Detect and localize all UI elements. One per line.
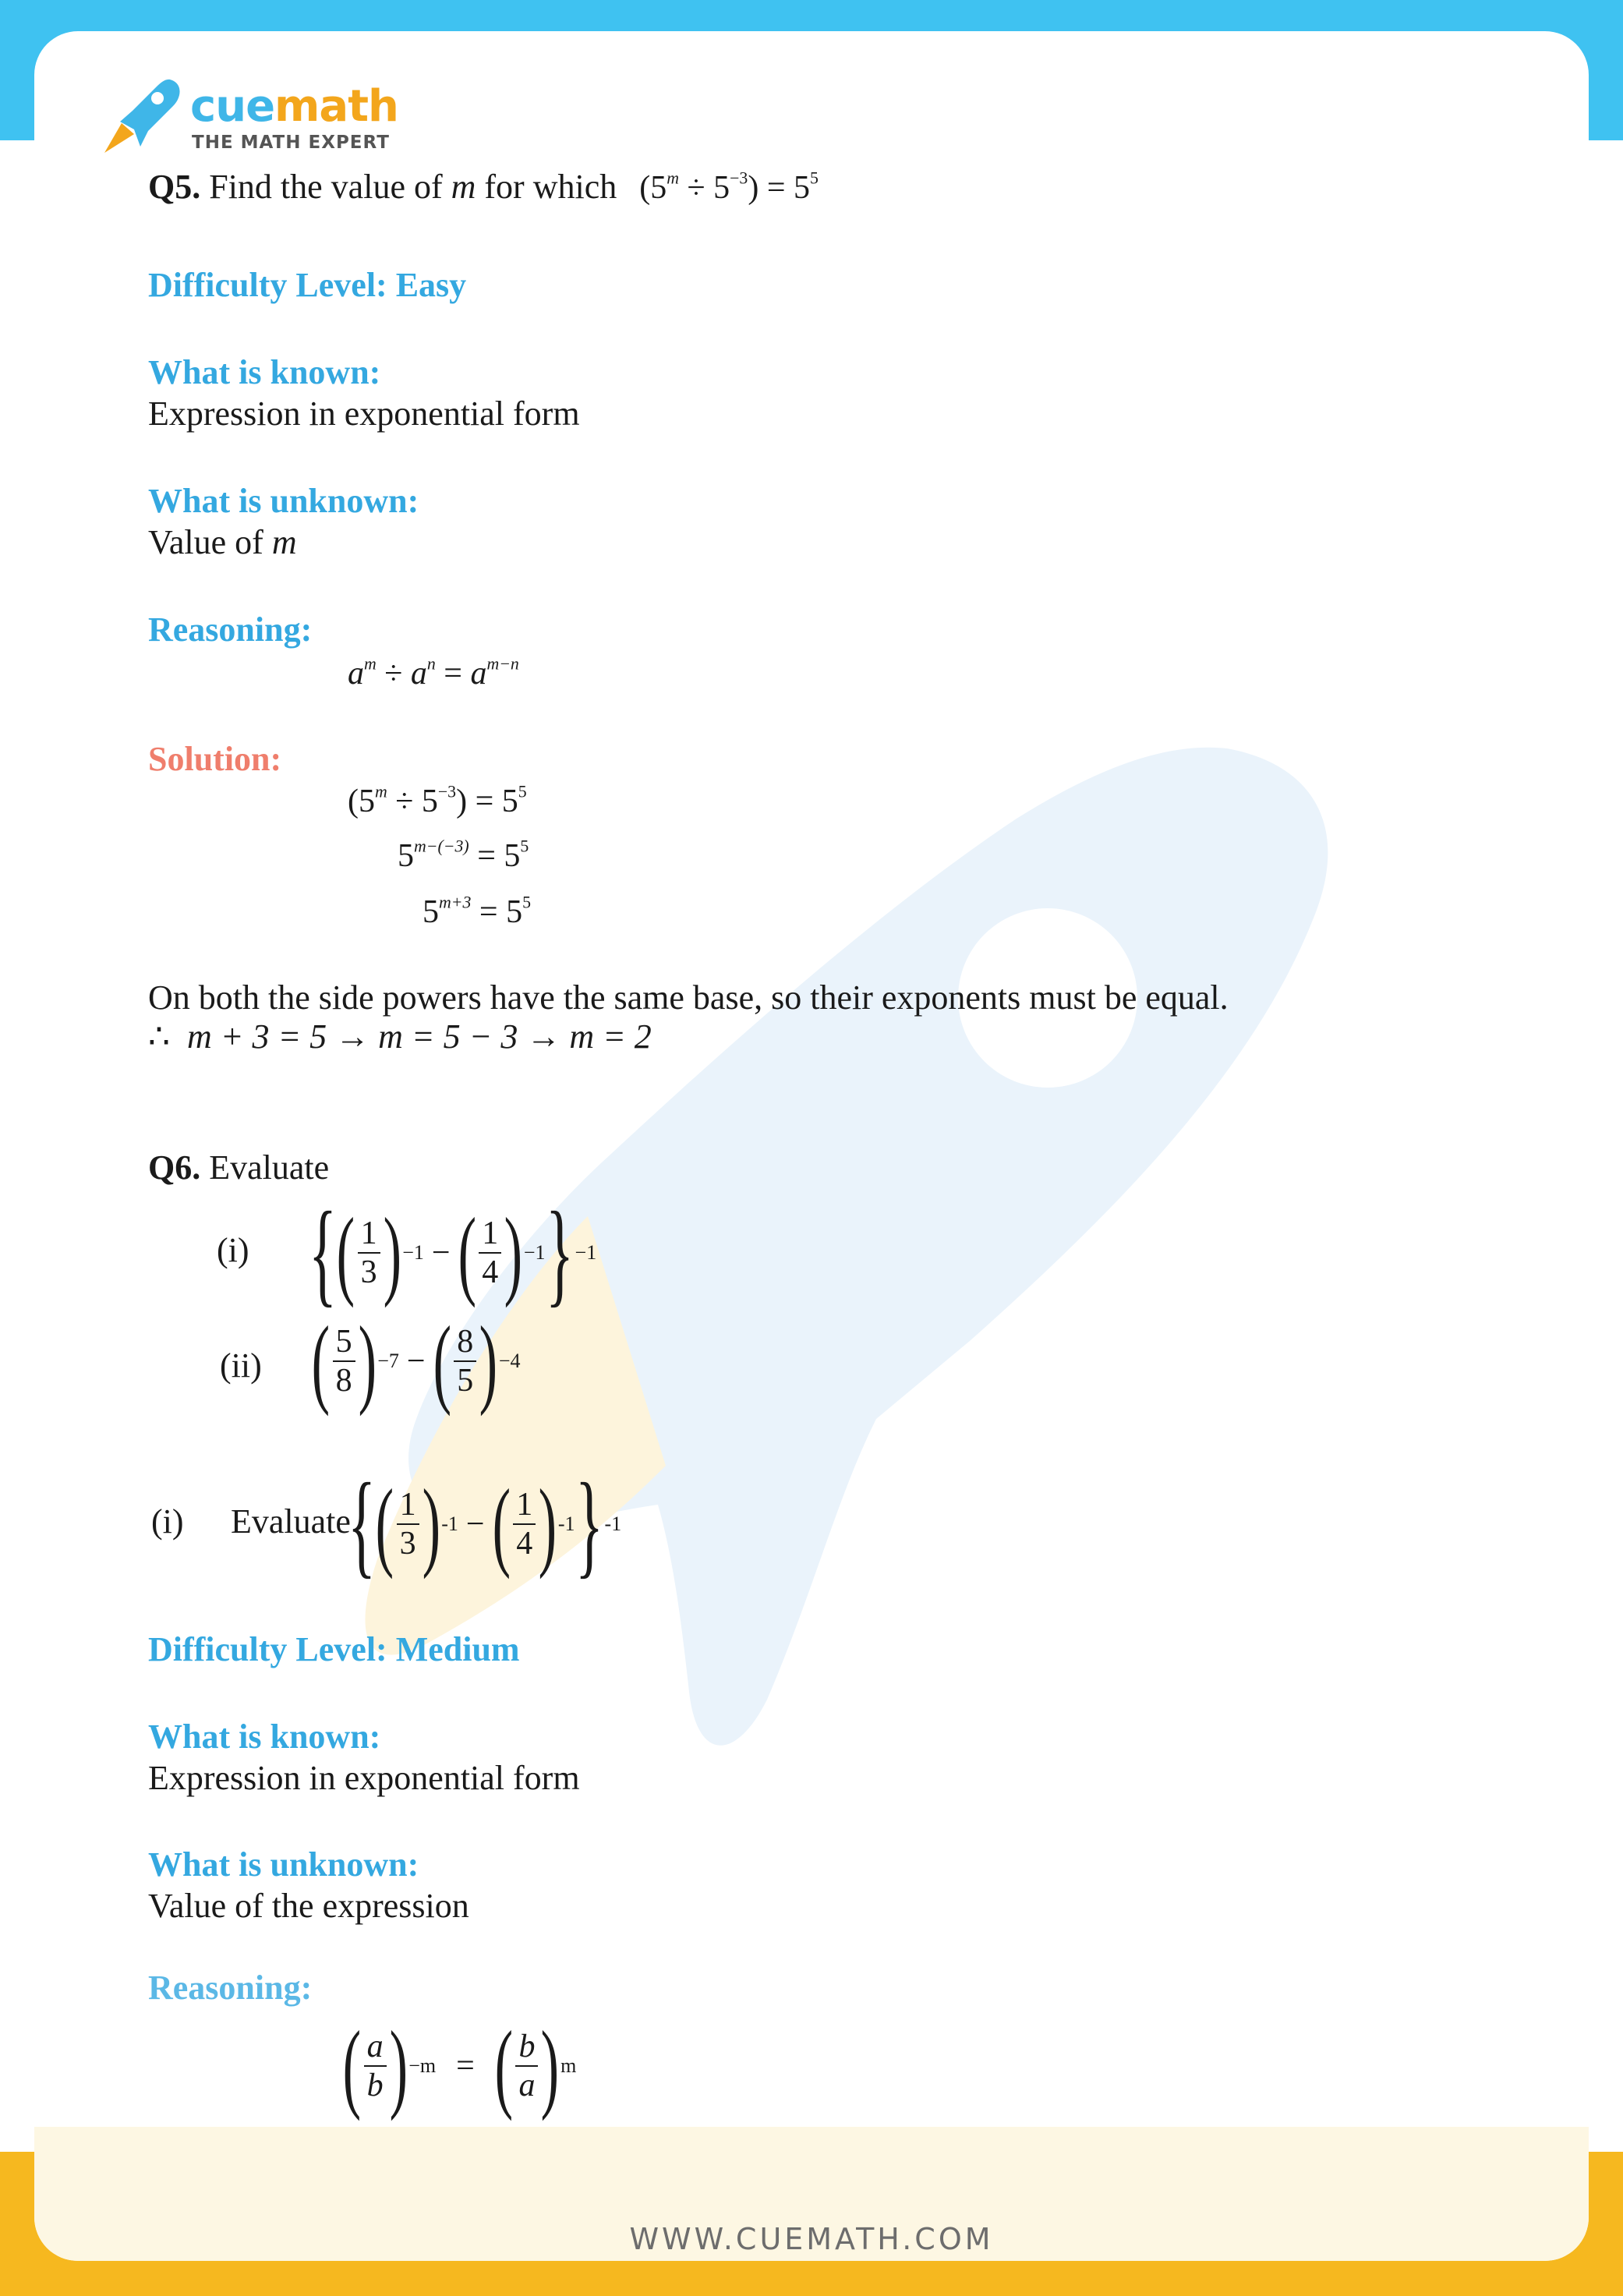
q5-known-heading: What is known: — [148, 353, 381, 391]
q5-solution-heading: Solution: — [148, 740, 282, 778]
q6-difficulty: Difficulty Level: Medium — [148, 1630, 520, 1668]
q5-known-text: Expression in exponential form — [148, 394, 580, 433]
q6-part-ii-expression: ( $\frac{5}{8}$ ) −7 − ( $\frac{8}{5}$ ) −4 — [311, 1306, 521, 1417]
q6-reasoning-formula: ( $\frac{a}{b}$ ) −m = ( $\frac{b}{a}$ ) m — [342, 2011, 577, 2121]
q5-solution-step-1: $(5^m \div 5^{-3}) = 5^5$ — [348, 782, 527, 819]
q5-conclusion: ∴ m + 3 = 5 → m = 5 − 3 → m = 2 — [148, 1017, 652, 1056]
q6-known-heading: What is known: — [148, 1718, 381, 1756]
footer-url[interactable]: WWW.CUEMATH.COM — [629, 2222, 994, 2256]
q5-unknown-text: Value of m — [148, 523, 297, 561]
q6-known-text: Expression in exponential form — [148, 1759, 580, 1797]
q6-question: Q6. Evaluate — [148, 1148, 330, 1187]
q5-reasoning-formula: $a^m \div a^n = a^{m-n}$ — [348, 654, 519, 692]
brand-tagline: THE MATH EXPERT — [192, 133, 390, 153]
q5-explanation: On both the side powers have the same base, so their exponents must be equal. — [148, 978, 1229, 1017]
cuemath-rocket-logo-icon — [92, 75, 186, 161]
q6-unknown-text: Value of the expression — [148, 1887, 469, 1925]
q5-reasoning-heading: Reasoning: — [148, 610, 313, 649]
q6-part-ii-label: (ii) — [220, 1346, 262, 1385]
q6-sub-expression: { ( $\frac{1}{3}$ ) -1 − ( $\frac{1}{4}$ ) -1 } -1 — [348, 1459, 622, 1589]
q5-difficulty: Difficulty Level: Easy — [148, 266, 467, 304]
q5-question: Q5. Find the value of m for which $(5^m \div 5^{-3}) = 5^5$ — [148, 168, 819, 206]
q5-unknown-heading: What is unknown: — [148, 482, 419, 520]
q6-reasoning-heading: Reasoning: — [148, 1969, 313, 2007]
q6-sub-text: Evaluate — [231, 1502, 351, 1541]
q5-solution-step-3: $5^{m+3} = 5^5$ — [423, 893, 532, 930]
q6-unknown-heading: What is unknown: — [148, 1845, 419, 1884]
brand-name: cuemath — [190, 81, 398, 132]
q6-part-i-expression: { ( $\frac{1}{3}$ ) −1 − ( $\frac{1}{4}$ ) −1 } −1 — [309, 1188, 597, 1318]
q5-solution-step-2: $5^{m-(-3)} = 5^5$ — [398, 837, 529, 874]
q6-sub-label: (i) — [151, 1502, 184, 1541]
q6-part-i-label: (i) — [217, 1231, 249, 1269]
